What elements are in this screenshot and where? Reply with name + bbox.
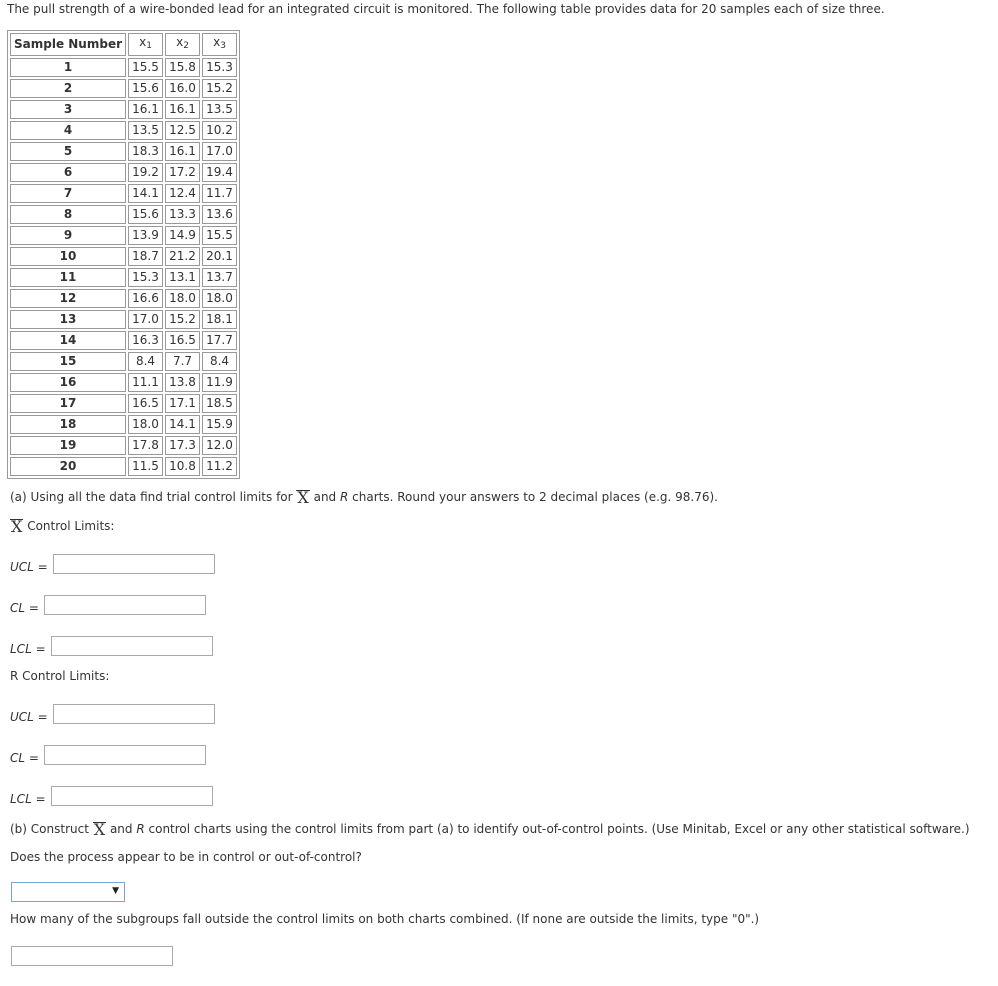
x2-cell: 13.1 <box>165 268 200 287</box>
table-row <box>10 79 237 98</box>
x1-cell: 15.3 <box>128 268 163 287</box>
table-row <box>10 457 237 476</box>
r-lcl-input[interactable] <box>51 786 213 806</box>
sample-number-cell: 14 <box>10 331 126 350</box>
sample-number-cell: 4 <box>10 121 126 140</box>
control-state-dropdown[interactable] <box>11 882 125 902</box>
x1-cell: 19.2 <box>128 163 163 182</box>
table-row <box>10 310 237 329</box>
x1-cell: 13.9 <box>128 226 163 245</box>
x1-cell: 18.7 <box>128 247 163 266</box>
x1-cell: 18.0 <box>128 415 163 434</box>
x2-cell: 17.2 <box>165 163 200 182</box>
table-header-row <box>10 33 237 56</box>
x1-cell: 17.8 <box>128 436 163 455</box>
sample-number-cell: 9 <box>10 226 126 245</box>
table-row <box>10 58 237 77</box>
x2-cell: 16.1 <box>165 142 200 161</box>
x1-cell: 16.3 <box>128 331 163 350</box>
table-row <box>10 184 237 203</box>
x2-cell: 13.8 <box>165 373 200 392</box>
x3-cell: 8.4 <box>202 352 237 371</box>
control-state-question: Does the process appear to be in control or out-of-control? <box>10 850 362 864</box>
x1-cell: 15.6 <box>128 205 163 224</box>
table-row <box>10 436 237 455</box>
sample-number-cell: 20 <box>10 457 126 476</box>
table-body <box>10 58 237 476</box>
x3-cell: 15.9 <box>202 415 237 434</box>
xbar-lcl-label: LCL = <box>10 642 46 656</box>
sample-number-cell: 12 <box>10 289 126 308</box>
out-of-limits-count-input[interactable] <box>11 946 173 966</box>
part-a-instructions: (a) Using all the data find trial control limits for X and R charts. Round your answers to 2 decimal places (e.g. 98.76). <box>10 488 718 507</box>
xbar-cl-label: CL = <box>10 601 39 615</box>
table-row <box>10 331 237 350</box>
sample-number-cell: 3 <box>10 100 126 119</box>
x3-cell: 19.4 <box>202 163 237 182</box>
xbar-lcl-input[interactable] <box>51 636 213 656</box>
x1-cell: 8.4 <box>128 352 163 371</box>
x3-cell: 12.0 <box>202 436 237 455</box>
x1-cell: 18.3 <box>128 142 163 161</box>
table-row <box>10 247 237 266</box>
table-row <box>10 289 237 308</box>
x3-cell: 20.1 <box>202 247 237 266</box>
xbar-symbol: X <box>11 517 23 536</box>
x3-cell: 11.2 <box>202 457 237 476</box>
table-row <box>10 352 237 371</box>
x1-cell: 11.5 <box>128 457 163 476</box>
sample-number-cell: 16 <box>10 373 126 392</box>
sample-number-cell: 7 <box>10 184 126 203</box>
x2-cell: 12.5 <box>165 121 200 140</box>
x2-cell: 17.1 <box>165 394 200 413</box>
sample-number-cell: 13 <box>10 310 126 329</box>
table-row <box>10 268 237 287</box>
header-x2: $x_2$ <box>165 33 200 56</box>
sample-number-cell: 18 <box>10 415 126 434</box>
x3-cell: 11.7 <box>202 184 237 203</box>
x2-cell: 16.0 <box>165 79 200 98</box>
table-row <box>10 163 237 182</box>
part-b-instructions: (b) Construct X and R control charts using the control limits from part (a) to identify out-of-control points. (Use Minitab, Excel or any other statistical software.) <box>10 820 970 839</box>
x2-cell: 14.1 <box>165 415 200 434</box>
x2-cell: 7.7 <box>165 352 200 371</box>
sample-number-cell: 1 <box>10 58 126 77</box>
sample-number-cell: 15 <box>10 352 126 371</box>
xbar-symbol: X <box>93 820 106 839</box>
x1-cell: 15.6 <box>128 79 163 98</box>
x3-cell: 13.5 <box>202 100 237 119</box>
x2-cell: 12.4 <box>165 184 200 203</box>
sample-number-cell: 6 <box>10 163 126 182</box>
x3-cell: 17.7 <box>202 331 237 350</box>
x2-cell: 15.8 <box>165 58 200 77</box>
x1-cell: 17.0 <box>128 310 163 329</box>
table-row <box>10 373 237 392</box>
xbar-ucl-input[interactable] <box>53 554 215 574</box>
x3-cell: 13.6 <box>202 205 237 224</box>
x2-cell: 18.0 <box>165 289 200 308</box>
table-row <box>10 100 237 119</box>
x3-cell: 18.5 <box>202 394 237 413</box>
x2-cell: 16.1 <box>165 100 200 119</box>
x2-cell: 16.5 <box>165 331 200 350</box>
table-row <box>10 142 237 161</box>
table-row <box>10 415 237 434</box>
x1-cell: 13.5 <box>128 121 163 140</box>
r-cl-input[interactable] <box>44 745 206 765</box>
sample-number-cell: 5 <box>10 142 126 161</box>
x3-cell: 15.3 <box>202 58 237 77</box>
x2-cell: 21.2 <box>165 247 200 266</box>
xbar-cl-input[interactable] <box>44 595 206 615</box>
sample-number-cell: 10 <box>10 247 126 266</box>
x2-cell: 13.3 <box>165 205 200 224</box>
header-x3: $x_3$ <box>202 33 237 56</box>
xbar-control-limits-heading: X Control Limits: <box>11 517 115 536</box>
x3-cell: 17.0 <box>202 142 237 161</box>
sample-number-cell: 11 <box>10 268 126 287</box>
x1-cell: 15.5 <box>128 58 163 77</box>
sample-number-cell: 2 <box>10 79 126 98</box>
xbar-symbol: X <box>297 488 309 507</box>
out-of-limits-count-question: How many of the subgroups fall outside the control limits on both charts combined. (If none are outside the limits, type "0".) <box>10 912 760 926</box>
x2-cell: 17.3 <box>165 436 200 455</box>
x2-cell: 10.8 <box>165 457 200 476</box>
x3-cell: 15.5 <box>202 226 237 245</box>
problem-intro: The pull strength of a wire-bonded lead for an integrated circuit is monitored. The following table provides data for 20 samples each of size three. <box>7 2 885 16</box>
x1-cell: 14.1 <box>128 184 163 203</box>
table-row <box>10 121 237 140</box>
x3-cell: 11.9 <box>202 373 237 392</box>
sample-number-cell: 8 <box>10 205 126 224</box>
table-row <box>10 394 237 413</box>
x2-cell: 15.2 <box>165 310 200 329</box>
x3-cell: 15.2 <box>202 79 237 98</box>
pull-strength-table <box>7 30 240 479</box>
x3-cell: 10.2 <box>202 121 237 140</box>
x1-cell: 11.1 <box>128 373 163 392</box>
header-x1: $x_1$ <box>128 33 163 56</box>
x3-cell: 18.1 <box>202 310 237 329</box>
sample-number-cell: 19 <box>10 436 126 455</box>
sample-number-cell: 17 <box>10 394 126 413</box>
xbar-ucl-label: UCL = <box>10 560 48 574</box>
r-control-limits-heading: R Control Limits: <box>10 669 110 683</box>
x1-cell: 16.6 <box>128 289 163 308</box>
x1-cell: 16.5 <box>128 394 163 413</box>
x1-cell: 16.1 <box>128 100 163 119</box>
table-row <box>10 226 237 245</box>
x3-cell: 13.7 <box>202 268 237 287</box>
x2-cell: 14.9 <box>165 226 200 245</box>
r-cl-label: CL = <box>10 751 39 765</box>
header-sample-number: Sample Number <box>10 33 126 56</box>
table-row <box>10 205 237 224</box>
chevron-down-icon: ▼ <box>112 886 119 896</box>
r-lcl-label: LCL = <box>10 792 46 806</box>
x3-cell: 18.0 <box>202 289 237 308</box>
r-ucl-label: UCL = <box>10 710 48 724</box>
r-ucl-input[interactable] <box>53 704 215 724</box>
